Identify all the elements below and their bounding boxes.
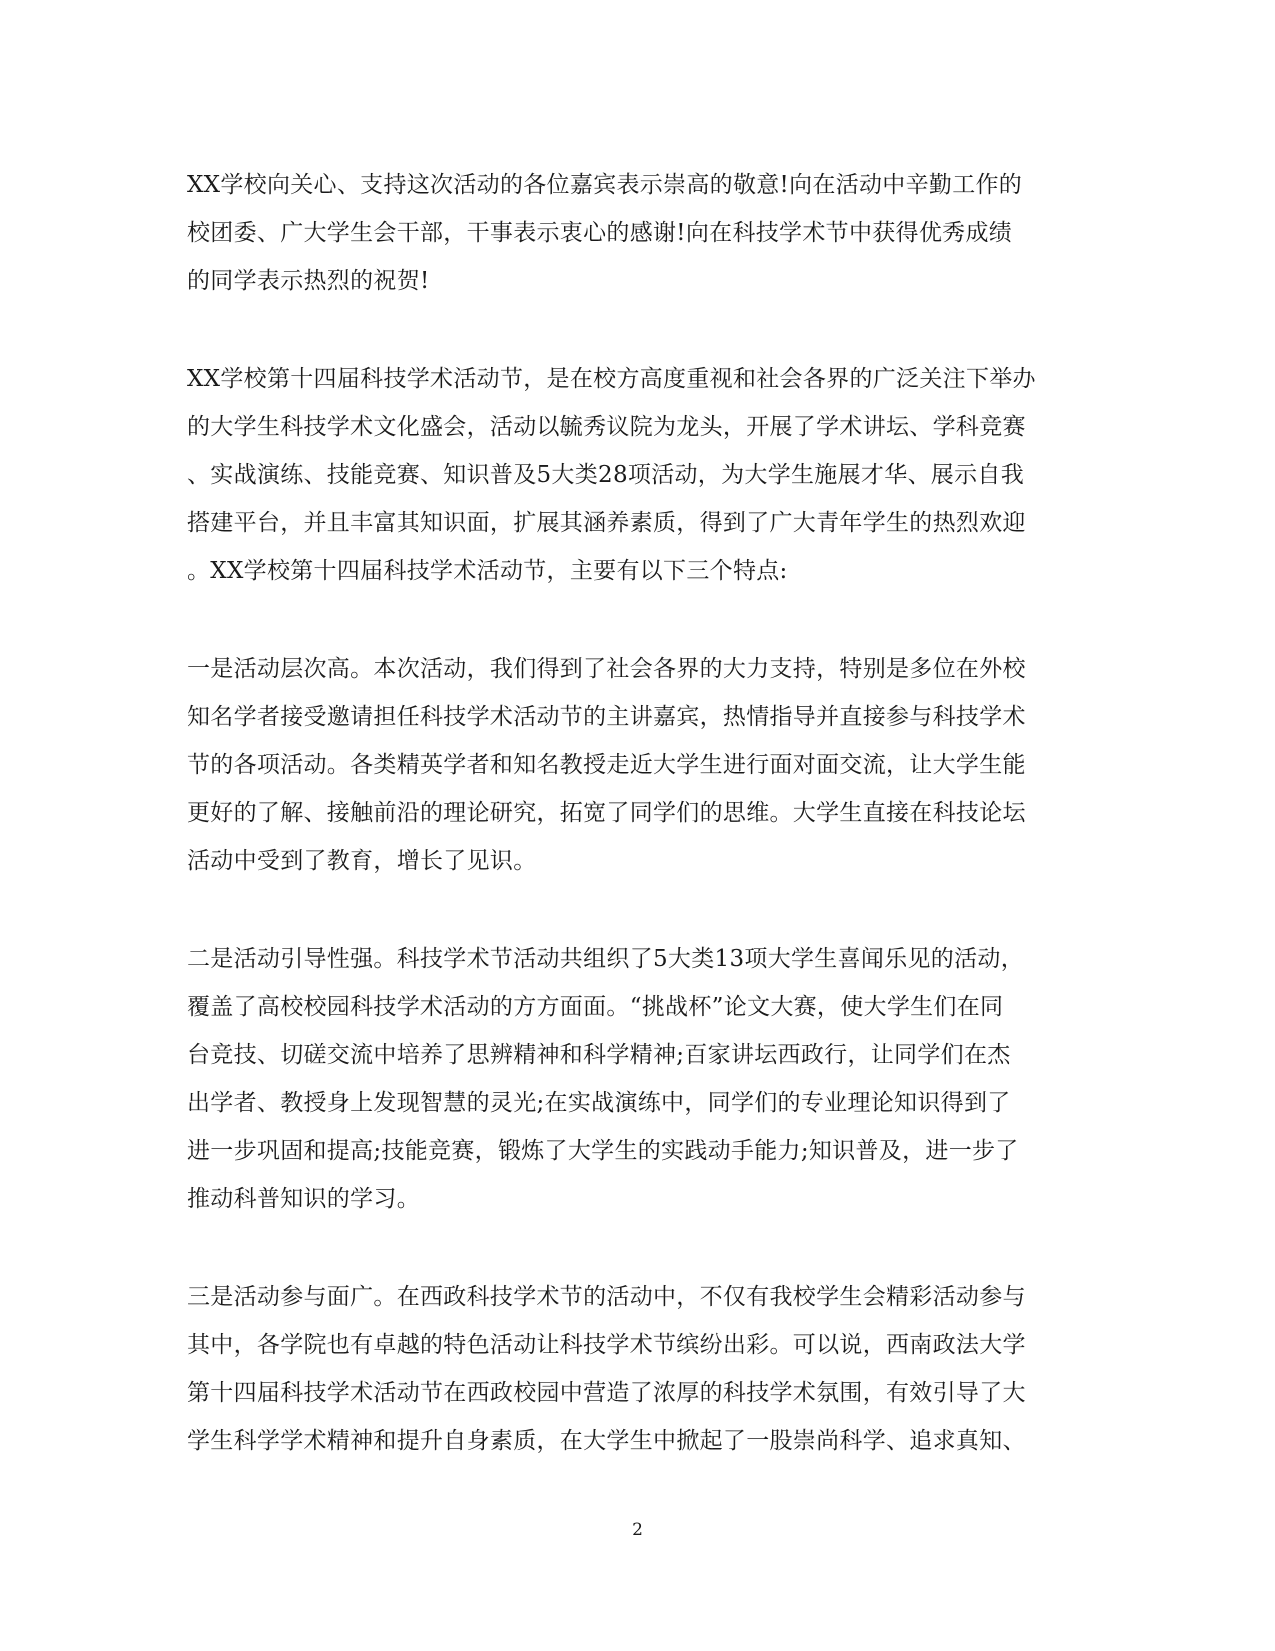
text-line: 的大学生科技学术文化盛会，活动以毓秀议院为龙头，开展了学术讲坛、学科竞赛 (187, 414, 1026, 440)
text-line: 第十四届科技学术活动节在西政校园中营造了浓厚的科技学术氛围，有效引导了大 (187, 1380, 1026, 1406)
text-line: 覆盖了高校校园科技学术活动的方方面面。“挑战杯”论文大赛，使大学生们在同 (187, 994, 1004, 1020)
paragraph-feature-one (187, 645, 1087, 885)
text-line: 更好的了解、接触前沿的理论研究，拓宽了同学们的思维。大学生直接在科技论坛 (187, 800, 1026, 826)
paragraph-feature-two (187, 935, 1087, 1223)
text-line: 的同学表示热烈的祝贺! (187, 268, 430, 294)
text-line: 活动中受到了教育，增长了见识。 (187, 848, 537, 874)
body-text (187, 161, 1087, 1515)
text-line: 进一步巩固和提高;技能竞赛，锻炼了大学生的实践动手能力;知识普及，进一步了 (187, 1138, 1019, 1164)
text-line: 出学者、教授身上发现智慧的灵光;在实战演练中，同学们的专业理论知识得到了 (187, 1090, 1011, 1116)
paragraph-overview (187, 355, 1087, 595)
text-line: 搭建平台，并且丰富其知识面，扩展其涵养素质，得到了广大青年学生的热烈欢迎 (187, 510, 1026, 536)
text-line: 三是活动参与面广。在西政科技学术节的活动中，不仅有我校学生会精彩活动参与 (187, 1284, 1026, 1310)
text-line: 节的各项活动。各类精英学者和知名教授走近大学生进行面对面交流，让大学生能 (187, 752, 1026, 778)
text-line: 学生科学学术精神和提升自身素质，在大学生中掀起了一股崇尚科学、追求真知、 (187, 1428, 1026, 1454)
text-line: 推动科普知识的学习。 (187, 1186, 420, 1212)
text-line: 台竞技、切磋交流中培养了思辨精神和科学精神;百家讲坛西政行，让同学们在杰 (187, 1042, 1011, 1068)
page-number: 2 (632, 1520, 643, 1540)
text-line: 其中，各学院也有卓越的特色活动让科技学术节缤纷出彩。可以说，西南政法大学 (187, 1332, 1026, 1358)
paragraph-thanks (187, 161, 1087, 305)
text-line: 。XX学校第十四届科技学术活动节，主要有以下三个特点: (187, 558, 788, 584)
text-line: 、实战演练、技能竞赛、知识普及5大类28项活动，为大学生施展才华、展示自我 (187, 462, 1024, 488)
text-line: XX学校第十四届科技学术活动节，是在校方高度重视和社会各界的广泛关注下举办 (187, 366, 1036, 392)
text-line: XX学校向关心、支持这次活动的各位嘉宾表示崇高的敬意!向在活动中辛勤工作的 (187, 172, 1023, 198)
text-line: 二是活动引导性强。科技学术节活动共组织了5大类13项大学生喜闻乐见的活动， (187, 946, 1024, 972)
text-line: 一是活动层次高。本次活动，我们得到了社会各界的大力支持，特别是多位在外校 (187, 656, 1026, 682)
text-line: 校团委、广大学生会干部，干事表示衷心的感谢!向在科技学术节中获得优秀成绩 (187, 220, 1013, 246)
text-line: 知名学者接受邀请担任科技学术活动节的主讲嘉宾，热情指导并直接参与科技学术 (187, 704, 1026, 730)
paragraph-feature-three (187, 1273, 1087, 1465)
